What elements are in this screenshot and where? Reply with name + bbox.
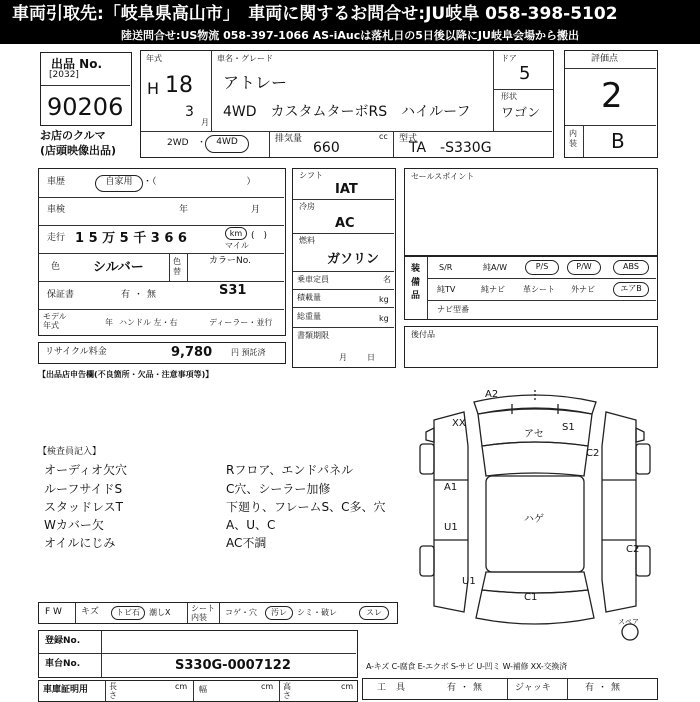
handle-label: ハンドル 左・右 [119, 318, 178, 327]
expiry-label: 書類期限 [297, 331, 329, 340]
score-value: 2 [601, 76, 623, 116]
chassis-no: S330G-0007122 [175, 658, 291, 673]
car-grade: 4WD カスタムターボRS ハイルーフ [223, 104, 471, 120]
vehicle-info-box: 年式 H 18 3 月 車名・グレード アトレー 4WD カスタムターボRS ハイルーフ ドア 5 形状 ワゴン 2WD ・ 4WD 排気量 cc 660 型式 TA -S330G [140, 50, 554, 158]
shape: ワゴン [501, 106, 541, 121]
hgt-label: 高さ [283, 682, 291, 700]
reg-label: 登録No. [45, 636, 81, 646]
displacement-label: 排気量 [275, 134, 303, 144]
mark-c2-right: C2 [586, 448, 600, 459]
len-cm: cm [175, 682, 188, 691]
fw-label: F W [45, 607, 62, 617]
mark-a2: A2 [485, 389, 499, 400]
history-box: 車歴 自家用 ・（ ） 車検 年 月 走行 1 5 万 5 千 3 6 6 km マイル ( ) 色 シルバー 色替 カラーNo. S31 保証書 有・無 モデル年式 年 ハンドル 左・右 ディーラー・並行 [38, 168, 286, 336]
equip-airbag: エアB [613, 282, 649, 297]
score-label: 評価点 [591, 54, 619, 64]
aftermarket-box [404, 326, 658, 368]
jack-value: 有・無 [585, 683, 625, 693]
store-car-label: お店のクルマ [40, 129, 106, 142]
damage-legend: A-キズ C-腐食 E-エクボ S-サビ U-凹ミ W-補修 XX-交換済 [366, 662, 567, 671]
cert-label: 車庫証明用 [43, 685, 89, 695]
mark-s1: S1 [562, 422, 575, 433]
inspector-label: 【検査員記入】 [38, 447, 102, 457]
aftermarket-label: 後付品 [411, 330, 435, 339]
year: 18 [165, 73, 193, 98]
lot-number: 90206 [47, 93, 124, 121]
displacement-unit: cc [379, 132, 388, 141]
interior-label: 内装 [569, 129, 577, 149]
inspection-month-unit: 月 [251, 205, 261, 215]
month-unit: 月 [201, 118, 209, 127]
capacity-unit: 名 [383, 275, 391, 284]
equip-sr: S/R [439, 263, 453, 272]
model-label: 型式 [399, 134, 418, 144]
warranty: 有・無 [121, 290, 161, 300]
model-type-unit: 年 [105, 318, 113, 327]
note-left-4: Wカバー欠 [44, 518, 104, 532]
note-left-5: オイルにじみ [44, 536, 116, 550]
dealer-label: ディーラー・並行 [209, 318, 273, 327]
color-label: 色 [51, 262, 61, 272]
store-video-label: (店頭映像出品) [40, 144, 117, 157]
recycle-box [38, 342, 286, 364]
inspection-year-unit: 年 [179, 205, 189, 215]
equip-tv: 純TV [437, 285, 456, 294]
shift: IAT [335, 182, 358, 197]
equip-ps: P/S [525, 260, 559, 275]
history-label: 車歴 [47, 177, 66, 187]
mileage-label: 走行 [47, 233, 66, 243]
era: H [147, 79, 160, 98]
equip-leather: 革シート [523, 285, 555, 294]
tools-label: 工具 [377, 683, 416, 693]
note-left-3: スタッドレスT [44, 500, 123, 514]
equip-pw: P/W [567, 260, 601, 275]
weight-unit: kg [379, 314, 389, 323]
lot-box [40, 52, 132, 126]
doors: 5 [519, 63, 531, 84]
recycle-unit: 円 預託済 [231, 348, 266, 357]
year-label: 年式 [146, 54, 162, 63]
equip-navi: 純ナビ [481, 285, 505, 294]
fw-koge: コゲ・穴 [225, 608, 257, 617]
name-label: 車名・グレード [217, 54, 273, 63]
month: 3 [185, 104, 194, 120]
history-value: 自家用 [95, 175, 143, 192]
fw-mushi: 潮しX [149, 608, 171, 617]
drive-2wd: 2WD [167, 138, 189, 148]
load-label: 積載量 [297, 293, 321, 302]
mark-hage: ハゲ [524, 514, 544, 525]
interior-value: B [611, 129, 625, 153]
fw-sure: スレ [359, 606, 389, 620]
lot-code: [2032] [49, 70, 79, 80]
note-right-2: C穴、シーラー加修 [226, 482, 331, 496]
mark-c1: C1 [524, 592, 538, 603]
mark-c2-rear: C2 [626, 544, 640, 555]
tools-box [362, 678, 658, 700]
sales-point-label: セールスポイント [411, 172, 475, 181]
equip-aw: 純A/W [483, 263, 508, 272]
mark-u1-right: U1 [462, 576, 476, 587]
mark-spare: スペア [618, 618, 639, 626]
load-unit: kg [379, 295, 389, 304]
mark-ase: アセ [524, 429, 544, 440]
capacity-label: 乗車定員 [297, 275, 329, 284]
wid-label: 幅 [199, 685, 207, 694]
specs-box [292, 168, 396, 368]
equipment-box [404, 256, 658, 320]
fw-tobi: トビ石 [111, 606, 145, 620]
displacement: 660 [313, 140, 340, 156]
fuel: ガソリン [327, 252, 380, 267]
warranty-label: 保証書 [47, 290, 75, 300]
color-no-label: カラーNo. [209, 256, 251, 266]
ac: AC [335, 216, 355, 231]
shift-label: シフト [299, 171, 323, 180]
history-rest: ・（ ） [143, 177, 256, 187]
header-line-2: 陸送問合せ:US物流 058-397-1066 AS-iAucは落札日の5日後以降にJU岐阜会場から搬出 [0, 28, 700, 44]
recycle-value: 9,780 [171, 345, 213, 360]
mark-a1: A1 [444, 482, 458, 493]
mark-u1-left: U1 [444, 522, 458, 533]
tools-value: 有・無 [447, 683, 487, 693]
mile-unit: マイル [225, 241, 249, 250]
chassis-label: 車台No. [45, 659, 81, 669]
fw-shimi: シミ・破レ [297, 608, 337, 617]
note-left-2: ルーフサイドS [44, 482, 123, 496]
header-line-1: 車両引取先:「岐阜県高山市」 車両に関するお問合せ:JU岐阜 058-398-5102 [0, 0, 700, 28]
fw-yogore: 汚レ [265, 606, 293, 620]
color-swap-label: 色替 [173, 257, 181, 276]
ac-label: 冷房 [299, 202, 315, 211]
lot-label: 出品 No. [51, 57, 103, 71]
note-right-5: AC不調 [226, 536, 267, 550]
equip-abs: ABS [613, 260, 649, 275]
fw-seat: シート内装 [191, 604, 215, 622]
expiry-unit: 月日 [339, 353, 395, 362]
mark-xx: XX [452, 418, 466, 429]
equip-ext-navi: 外ナビ [571, 285, 595, 294]
fw-kizu: キズ [81, 607, 99, 617]
declaration-label: 【出品店申告欄(不良箇所・欠品・注意事項等)】 [38, 370, 214, 379]
wid-cm: cm [261, 682, 274, 691]
color-no: S31 [219, 283, 247, 298]
model-type-label: モデル年式 [43, 312, 67, 330]
model: TA -S330G [409, 140, 492, 156]
sales-point-box [404, 168, 658, 256]
drive-4wd: 4WD [205, 135, 249, 153]
navi-model-label: ナビ型番 [437, 305, 469, 314]
note-left-1: オーディオ欠穴 [44, 463, 128, 477]
km-unit: km [225, 227, 247, 240]
equipment-label: 装備品 [411, 264, 421, 301]
len-label: 長さ [109, 682, 117, 700]
jack-label: ジャッキ [515, 683, 551, 693]
mileage: 1 5 万 5 千 3 6 6 [75, 231, 187, 246]
car-damage-diagram [412, 380, 658, 650]
garage-cert-box [38, 680, 358, 702]
registration-box [38, 630, 358, 678]
inspection-label: 車検 [47, 205, 66, 215]
door-label: ドア [501, 54, 517, 63]
fw-row [38, 602, 398, 624]
note-right-1: Rフロア、エンドパネル [226, 463, 354, 477]
color: シルバー [93, 260, 144, 275]
car-name: アトレー [223, 73, 288, 92]
shape-label: 形状 [501, 92, 517, 101]
note-right-4: A、U、C [226, 518, 276, 532]
weight-label: 総重量 [297, 312, 321, 321]
recycle-label: リサイクル料金 [45, 347, 107, 357]
note-right-3: 下廻り、フレームS、C多、穴 [226, 500, 386, 514]
fuel-label: 燃料 [299, 236, 315, 245]
score-box [564, 50, 658, 158]
hgt-cm: cm [341, 682, 354, 691]
